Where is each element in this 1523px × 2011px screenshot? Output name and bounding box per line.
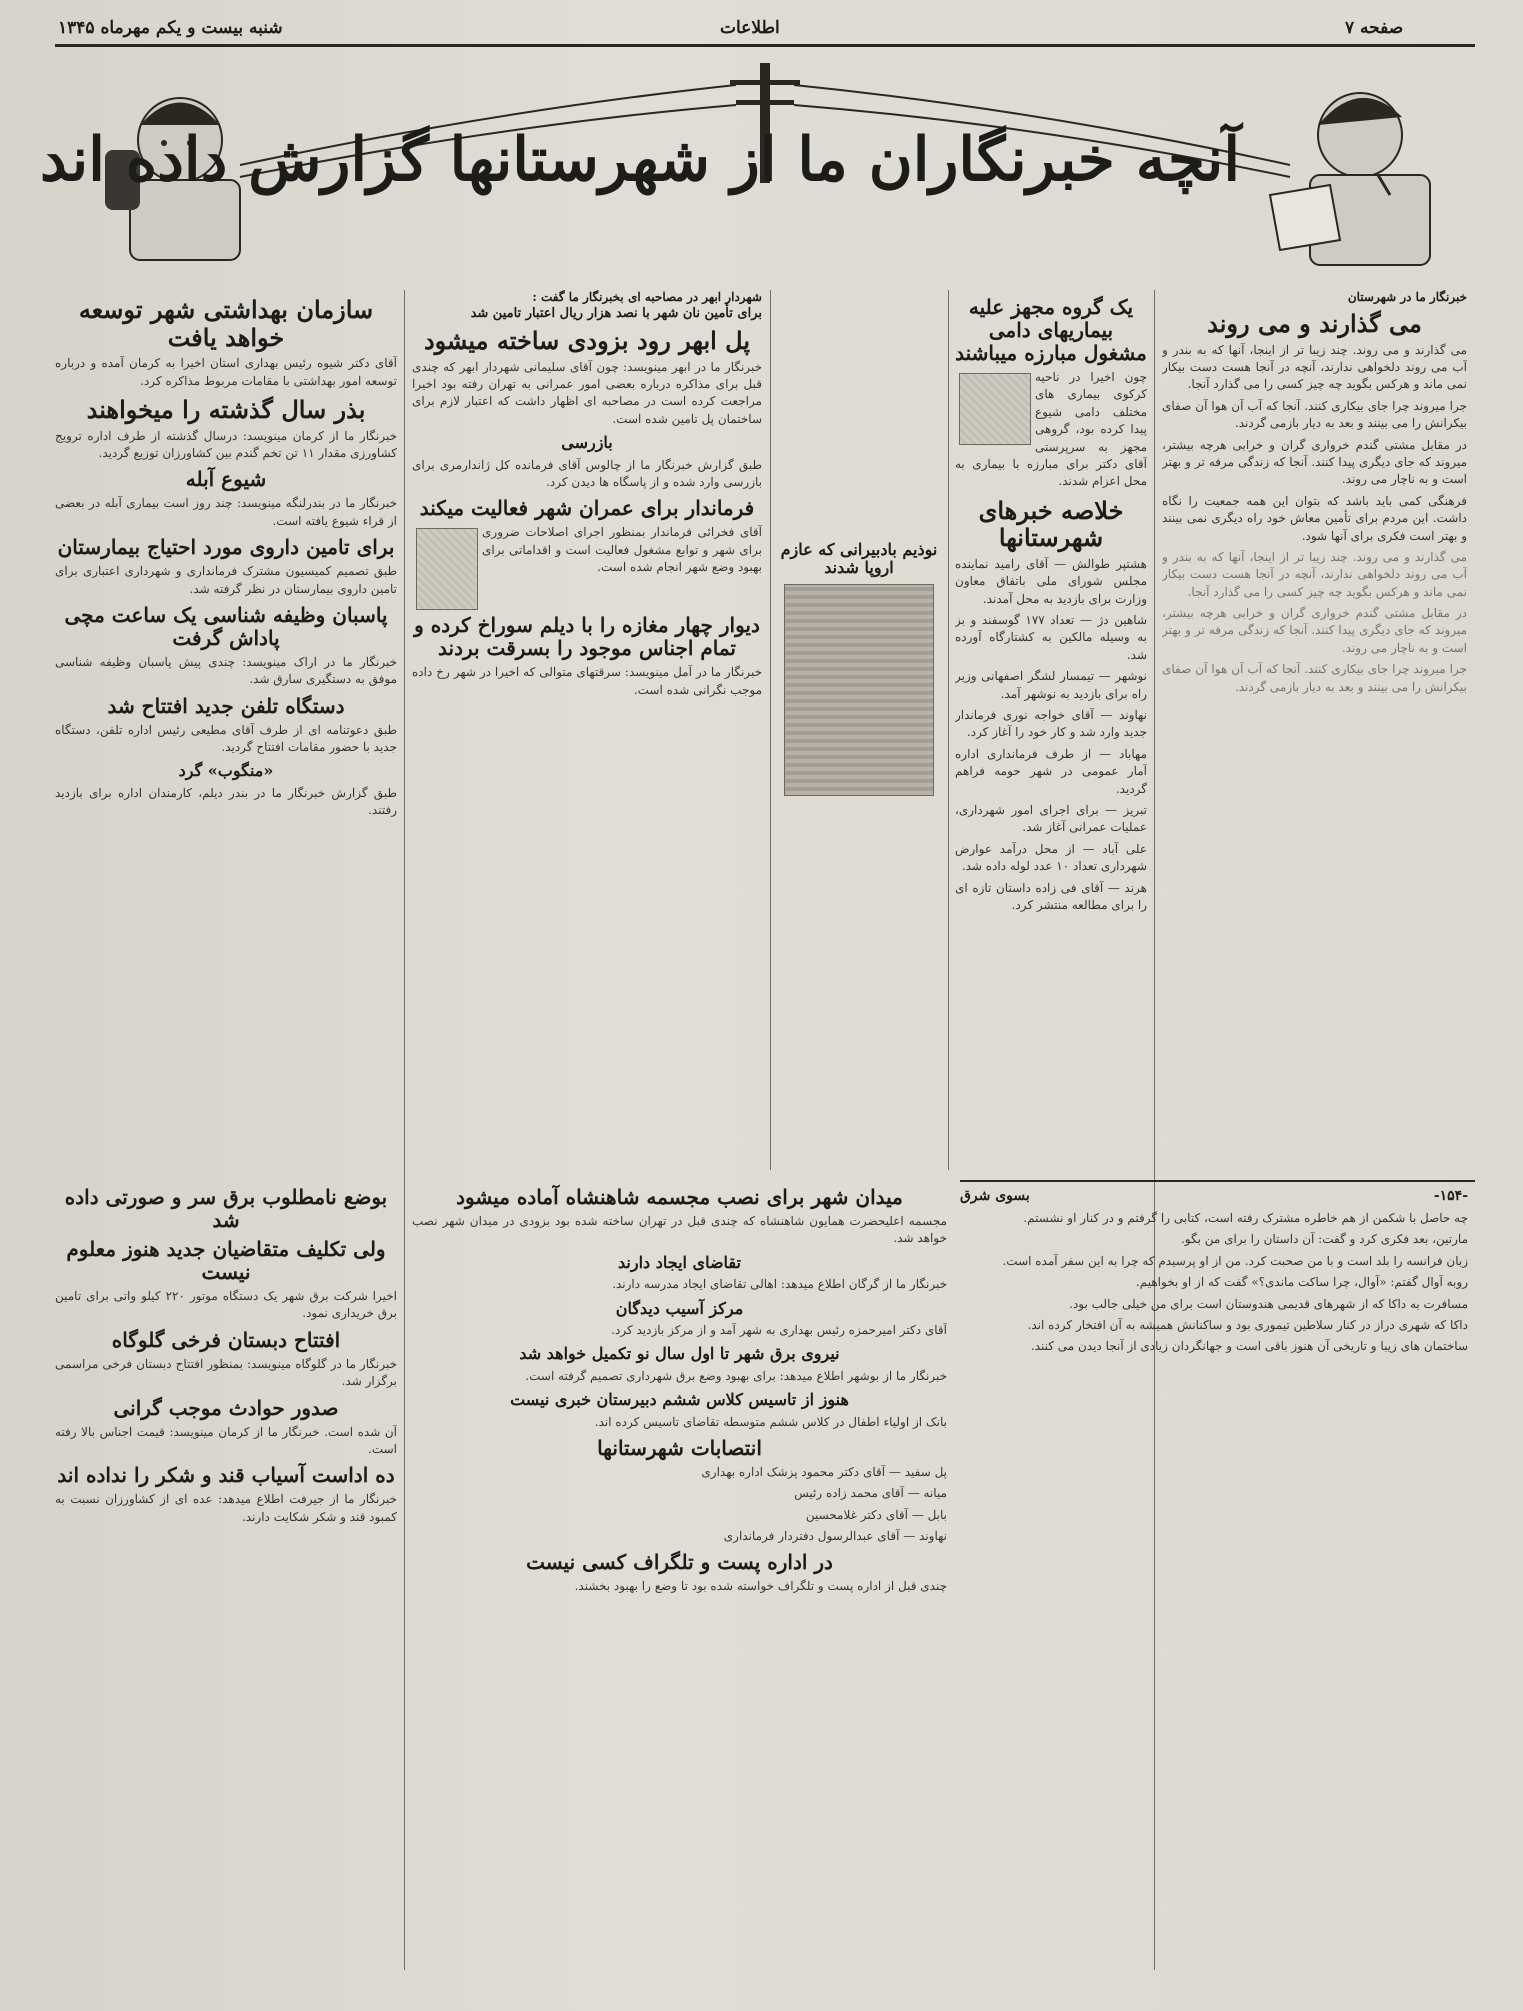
article-text: می گذارند و می روند. چند زیبا تر از اینجا، آنها که به بندر و آب می روند دلخواهی ندارند، آنچه در آنجا هست دست بیکار نمی ماند و هرکس بگوید چه چیز کسی را می گذارد آنجا.: [1162, 342, 1467, 392]
article-text: خبرنگار ما از بوشهر اطلاع میدهد: برای بهبود وضع برق شهرداری تصمیم گرفته است.: [525, 1368, 947, 1383]
serial-title: بسوی شرق: [960, 1188, 1030, 1204]
headline-inspection: بازرسی: [561, 433, 613, 453]
article-text: خبرنگار ما در اراک مینویسد: چندی پیش پاسبان وظیفه شناسی موفق به دستگیری سارق شد.: [55, 654, 397, 687]
appointment-item: نهاوند — آقای عبدالرسول دفتردار فرمانداری: [723, 1529, 947, 1544]
headline-post-office: در اداره پست و تلگراف کسی نیست: [526, 1550, 833, 1575]
column-5-right: [412, 1180, 947, 1970]
appointment-item: بابل — آقای دکتر غلامحسین: [805, 1507, 947, 1522]
news-item: نوشهر — تیمسار لشگر اصفهانی وزیر راه برای بازدید به نوشهر آمد.: [955, 669, 1147, 701]
article-text: خبرنگار ما از کرمان مینویسد: درسال گذشته از طرف اداره ترویج کشاورزی مقدار ۱۱ تن تخم گندم بین کشاورزان توزیع گردید.: [55, 428, 397, 460]
serial-text: چه حاصل با شکمن از هم خاطره مشترک رفته است، کتابی را گرفتم و در کنار او نشستم.: [1023, 1211, 1468, 1225]
photo-block: [778, 535, 940, 925]
headline-injured-center: مرکز آسیب دیدگان: [615, 1298, 744, 1318]
serial-text: روبه آوال گفتم: «آوال، چرا ساکت ماندی؟» گفت که از او بخواهیم.: [1135, 1275, 1468, 1290]
banner-title: آنچه خبرنگاران ما از شهرستانها گزارش داده اند: [40, 125, 1240, 195]
article-text: خبرنگار ما در گلوگاه مینویسد: بمنظور افتتاح دبستان فرخی مراسمی برگزار شد.: [55, 1356, 397, 1389]
article-text: در مقابل مشتی گندم خرواری گران و خرابی هرچه بیشتر، میروند که جای دیگری پیدا کنند. آنجا که زندگی مرفه تر و بهتر است و به ناچار می روند.: [1162, 437, 1467, 487]
serial-header: [960, 1188, 1468, 1204]
headline-appointments: انتصابات شهرستانها: [597, 1435, 762, 1460]
article-text: آقای دکتر امیرحمزه رئیس بهداری به شهر آمد و از مرکز بازدید کرد.: [611, 1322, 947, 1337]
article-text: می گذارند و می روند. چند زیبا تر از اینجا، آنها که به بندر و آب می روند دلخواهی ندارند، آنچه در آنجا هست دست بیکار نمی ماند و هرکس بگوید چه چیز کسی را می گذارد آنجا.: [1162, 549, 1467, 599]
appointment-item: میانه — آقای محمد زاده رئیس: [794, 1486, 947, 1501]
column-rule: [770, 290, 771, 1170]
headline-health-org: سازمان بهداشتی شهر توسعه خواهد یافت: [78, 295, 374, 352]
headline-price-rise: صدور حوادث موجب گرانی: [113, 1395, 339, 1420]
paper-name: اطلاعات: [720, 18, 780, 38]
column-5-left: [55, 1180, 397, 1970]
headline-farrokhi-school: افتتاح دبستان فرخی گلوگاه: [111, 1327, 341, 1352]
news-item: هشتپر طوالش — آقای رامید نماینده مجلس شورای ملی باتفاق معاون وزارت برای بازدید به محل آمدند.: [955, 556, 1147, 606]
serial-text: زبان فرانسه را بلد است و با من صحبت کرد. من از او پرسیدم که چرا به این سفر آمده است.: [1002, 1253, 1468, 1268]
article-text: در مقابل مشتی گندم خرواری گران و خرابی هرچه بیشتر، میروند که جای دیگری پیدا کنند. آنجا که زندگی مرفه تر و بهتر است و به ناچار می روند.: [1162, 606, 1467, 655]
column-3: [412, 290, 762, 1170]
headline-shop-burglary: دیوار چهار مغازه را با دیلم سوراخ کرده و تمام اجناس موجود را بسرقت بردند: [414, 613, 760, 661]
article-text: طبق گزارش خبرنگار ما در بندر دیلم، کارمندان اداره برای بازدید رفتند.: [55, 785, 397, 818]
headline-city-news-summary: خلاصه خبرهای شهرستانها: [978, 495, 1124, 553]
subheadline: برای تأمین نان شهر با نصد هزار ریال اعتبار تامین شد: [470, 306, 762, 321]
article-text: فرهنگی کمی باید باشد که بتوان این همه جمعیت را نگاه داشت. این مردم برای تأمین معاش خود راه دیگری نمی بینند و بهتر است فکری برای آنها شود.: [1162, 493, 1467, 543]
headline-main: می گذارند و می روند: [1207, 309, 1422, 338]
photo-title: نوذیم بادبیرانی که عازم اروپا شدند: [780, 540, 938, 578]
news-item: هرند — آقای فی زاده داستان تازه ای را برای مطالعه منتشر کرد.: [955, 880, 1147, 912]
serial-story: [960, 1188, 1468, 1968]
headline-sugar: ده اداست آسیاب قند و شکر را نداده اند: [57, 1463, 395, 1488]
article-text: خبرنگار ما در آمل مینویسد: سرقتهای متوالی که اخیرا در شهر رخ داده موجب نگرانی شده است.: [412, 665, 762, 697]
headline-statue-square: میدان شهر برای نصب مجسمه شاهنشاه آماده میشود: [456, 1185, 903, 1209]
article-text: بانک از اولیاء اطفال در کلاس ششم متوسطه تقاضای تاسیس کرده اند.: [594, 1414, 947, 1429]
article-text: اخیرا شرکت برق شهر یک دستگاه موتور ۲۲۰ کیلو واتی برای تامین برق خریداری نمود.: [55, 1289, 397, 1321]
headline-sixth-grade: هنوز از تاسیس کلاس ششم دبیرستان خبری نیست: [510, 1390, 849, 1410]
headline-electricity-applicants: ولی تکلیف متقاضیان جدید هنوز معلوم نیست: [66, 1237, 386, 1284]
news-item: مهاباد — از طرف فرمانداری اداره آمار عمومی در شهر حومه فراهم گردید.: [955, 746, 1147, 796]
headline-new-telephone: دستگاه تلفن جدید افتتاح شد: [107, 693, 345, 718]
article-text: جرا میروند چرا جای بیکاری کنند. آنجا که آب آن هوا آن صفای بیکرانش را می بینند و بعد به دیار بازمی گردند.: [1162, 398, 1467, 431]
article-text: خبرنگار ما در بندرلنگه مینویسد: چند روز است بیماری آبله در بعضی از قراء شیوع یافته است.: [55, 496, 397, 528]
dateline: شهردار ابهر در مصاحبه ای بخبرنگار ما گفت :: [532, 290, 762, 304]
column-rule: [948, 290, 949, 1170]
headline-seeds: بذر سال گذشته را میخواهند: [86, 394, 366, 424]
article-text: چندی قبل از اداره پست و تلگراف خواسته شده بود تا وضع را بهبود بخشند.: [574, 1579, 947, 1594]
article-text: خبرنگار ما از گرگان اطلاع میدهد: اهالی تقاضای ایجاد مدرسه دارند.: [612, 1277, 947, 1292]
headline-mangub: «منگوب» گرد: [178, 761, 274, 781]
serial-text: داکا که شهری دراز در کنار سلاطین تیموری بود و ساکنانش همیشه به آن افتخار کرده اند.: [1027, 1317, 1468, 1332]
group-photo: [784, 584, 934, 796]
headline-request: تقاضای ایجاد دارند: [618, 1252, 741, 1272]
article-text: مجسمه اعلیحضرت همایون شاهنشاه که چندی قبل در تهران ساخته شده بود بزودی در میدان شهر نصب خواهد شد.: [412, 1214, 947, 1246]
article-text: چون اخیرا در ناحیه کرکوی بیماری های مختلف دامی شیوع پیدا کرده بود، گروهی مجهز به سرپرستی آقای دکتر برای مبارزه با بیماری به محل اعزام شدند.: [955, 370, 1147, 489]
serial-text: ساختمان های زیبا و تاریخی آن هنوز باقی است و جهانگردان زیادی از آنجا دیدن می کنند.: [1030, 1339, 1468, 1354]
news-item: علی آباد — از محل درآمد عوارض شهرداری تعداد ۱۰ عدد لوله داده شد.: [955, 841, 1147, 874]
headline-power-completion: نیروی برق شهر تا اول سال نو تکمیل خواهد شد: [519, 1344, 840, 1364]
serial-number: -۱۵۴-: [1433, 1188, 1468, 1204]
article-text: خبرنگار ما از جیرفت اطلاع میدهد: عده ای از کشاورزان نسبت به کمبود قند و شکر شکایت دارند.: [55, 1492, 397, 1524]
serial-text: مارتین، بعد فکری کرد و گفت: آن داستان را برای من بگو.: [1180, 1232, 1468, 1247]
headline-abhar-bridge: پل ابهر رود بزودی ساخته میشود: [423, 326, 751, 355]
news-item: تبریز — برای اجرای امور شهرداری، عملیات عمرانی آغاز شد.: [955, 803, 1147, 835]
issue-date: شنبه بیست و یکم مهرماه ۱۳۴۵: [58, 18, 283, 38]
appointment-item: پل سفید — آقای دکتر محمود پزشک اداره بهداری: [701, 1464, 947, 1479]
headline-policeman-reward: پاسبان وظیفه شناسی یک ساعت مچی پاداش گرفت: [64, 602, 388, 650]
column-rule: [404, 290, 405, 1970]
header-rule: [55, 44, 1475, 47]
news-item: نهاوند — آقای خواجه نوری فرماندار جدید وارد شد و کار خود را آغاز کرد.: [955, 708, 1147, 740]
article-text: جرا میروند چرا جای بیکاری کنند. آنجا که آب آن هوا آن صفای بیکرانش را می بینند و بعد به دیار بازمی گردند.: [1162, 662, 1467, 694]
page-number: صفحه ۷: [1345, 18, 1404, 38]
article-text: طبق گزارش خبرنگار ما از چالوس آقای فرمانده کل ژاندارمری برای بازرسی وارد شده و از پاسگاه ها دیدن کرد.: [412, 457, 762, 489]
dateline: خبرنگار ما در شهرستان: [1347, 290, 1467, 304]
headline-smallpox: شیوع آبله: [185, 467, 267, 492]
headline-governor-activity: فرماندار برای عمران شهر فعالیت میکند: [419, 496, 755, 521]
reporter-writing-illustration: [1270, 93, 1430, 265]
serial-text: مسافرت به داکا که از شهرهای قدیمی هندوستان است برای من خیلی جالب بود.: [1069, 1296, 1468, 1311]
article-text: آقای فخرائی فرماندار بمنظور اجرای اصلاحات ضروری برای شهر و توابع مشغول فعالیت است و اقداماتی برای بهبود وضع شهر انجام شده است.: [482, 525, 762, 575]
column-2: [955, 290, 1147, 1170]
headline-hospital-medicine: برای تامین داروی مورد احتیاج بیمارستان: [57, 535, 395, 560]
news-item: شاهین دژ — تعداد ۱۷۷ گوسفند و بز به وسیله مالکین به کشتارگاه آورده شد.: [955, 613, 1147, 662]
article-text: آن شده است. خبرنگار ما از کرمان مینویسد: قیمت اجناس بالا رفته است.: [55, 1424, 397, 1456]
article-text: آقای دکتر شیوه رئیس بهداری استان اخیرا به کرمان آمده و درباره توسعه امور بهداشتی با مقامات مربوط مذاکره کرد.: [55, 356, 397, 388]
article-text: طبق تصمیم کمیسیون مشترک فرمانداری و شهرداری اعتباری برای تامین داروی بیمارستان در نظر گرفته شد.: [55, 564, 397, 596]
article-text: طبق دعوتنامه ای از طرف آقای مطیعی رئیس اداره تلفن، دستگاه جدید با حضور مقامات افتتاح گردید.: [55, 722, 397, 755]
column-4: [55, 290, 397, 1170]
article-text: خبرنگار ما در ابهر مینویسد: چون آقای سلیمانی شهردار ابهر که چندی قبل برای مذاکره درباره بعضی امور عمرانی به تهران رفته بود اخیرا مراجعت کرده است در مصاحبه ای اظهار داشت که اعتبار لازم برای ساختمان پل تامین شده است.: [412, 359, 762, 426]
headline-electricity: بوضع نامطلوب برق سر و صورتی داده شد: [64, 1185, 388, 1232]
headline-animal-disease: یک گروه مجهز علیه بیماریهای دامی مشغول مبارزه میباشند: [955, 295, 1147, 365]
